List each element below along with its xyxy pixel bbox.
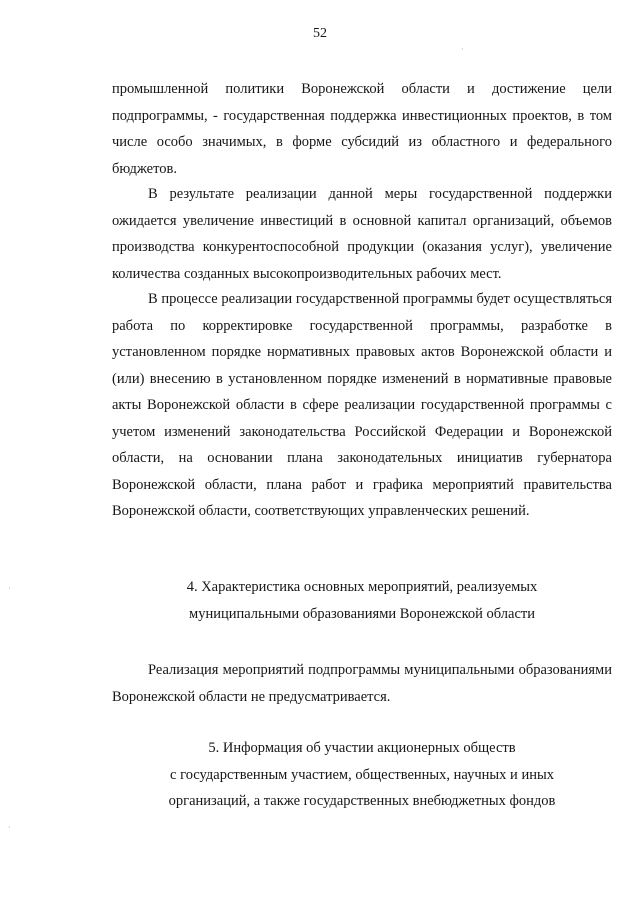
section-5-heading-line-2: с государственным участием, общественных, научных и иных bbox=[170, 766, 554, 783]
scan-margin-mark: · bbox=[8, 584, 11, 593]
section-5-heading-line-1: 5. Информация об участии акционерных обществ bbox=[208, 740, 516, 756]
paragraph-policy-support: промышленной политики Воронежской области и достижение цели подпрограммы, - государственная поддержка инвестиционных проектов, в том числе особо значимых, в форме субсидий из областного и федерального бюджетов. bbox=[112, 81, 612, 177]
section-5-heading bbox=[112, 735, 612, 815]
paragraph-municipal-implementation: Реализация мероприятий подпрограммы муниципальными образованиями Воронежской области не предусматривается. bbox=[112, 662, 612, 705]
paragraph-program-adjustment: В процессе реализации государственной программы будет осуществляться работа по корректировке государственной программы, разработке в установленном порядке нормативных правовых актов Воронежской области и (или) внесению в установленном порядке изменений в нормативные правовые акты Воронежской области в сфере реализации государственной программы с учетом изменений законодательства Российской Федерации и Воронежской области, на основании плана законодательных инициатив губернатора Воронежской области, плана работ и графика мероприятий правительства Воронежской области, соответствующих управленческих решений. bbox=[112, 291, 612, 519]
section-4-heading-line-1: 4. Характеристика основных мероприятий, реализуемых bbox=[186, 579, 538, 595]
scan-margin-mark: · bbox=[8, 823, 11, 832]
paragraph-expected-results: В результате реализации данной меры государственной поддержки ожидается увеличение инвестиций в основной капитал организаций, объемов производства конкурентоспособной продукции (оказания услуг), увеличение количества созданных высокопроизводительных рабочих мест. bbox=[112, 186, 612, 282]
section-4-heading-line-2: муниципальными образованиями Воронежской области bbox=[189, 605, 535, 622]
section-4-heading bbox=[112, 574, 612, 627]
page-number: 52 bbox=[313, 26, 327, 41]
scan-speck-mark: · bbox=[461, 45, 464, 54]
section-5-heading-line-3: организаций, а также государственных внебюджетных фондов bbox=[168, 793, 556, 809]
